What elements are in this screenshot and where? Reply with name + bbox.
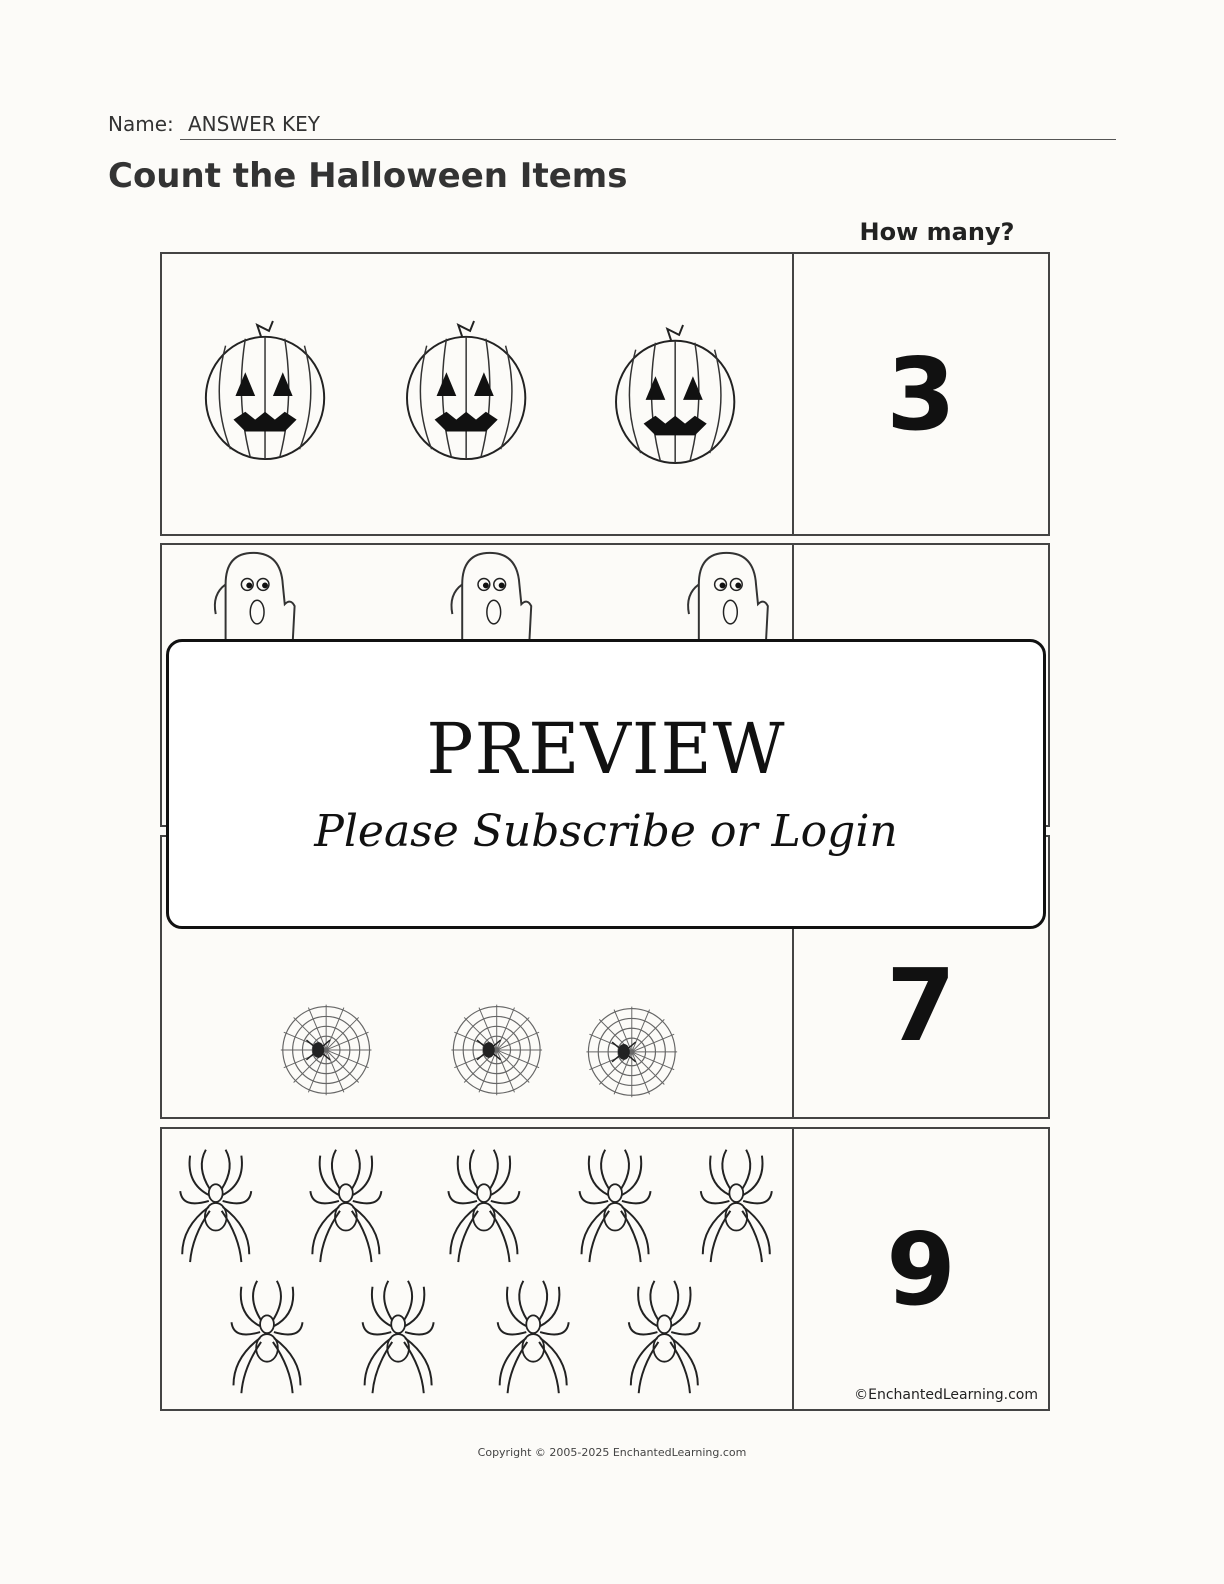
credit-text: ©EnchantedLearning.com [854,1387,1038,1403]
name-field [108,108,1116,140]
pumpkin-icon [616,325,734,463]
count-row-pumpkins [160,252,1050,536]
spider-icon [232,1281,303,1393]
spider-icon [363,1281,434,1393]
spider-icon [580,1150,651,1262]
spiderweb-icon [451,1005,542,1096]
spider-icon [498,1281,569,1393]
pumpkin-icon [206,321,324,459]
answer-value: 3 [886,335,956,453]
picture-cell [162,254,794,534]
spider-icon [180,1150,251,1262]
spiderweb-icon [281,1005,372,1096]
answer-value: 7 [886,946,956,1064]
pumpkin-icon [407,321,525,459]
ghost-icon [451,553,531,644]
name-value: ANSWER KEY [188,112,320,136]
copyright-footer: Copyright © 2005-2025 EnchantedLearning.com [477,1446,747,1459]
subscribe-login-link[interactable]: Please Subscribe or Login [314,806,898,857]
spider-icon [310,1150,381,1262]
how-many-header: How many? [859,218,1015,246]
name-underline [180,139,1116,140]
name-label: Name: [108,112,174,136]
spider-icon [701,1150,772,1262]
ghost-icon [215,553,295,644]
preview-title: PREVIEW [426,708,786,790]
spider-icon [629,1281,700,1393]
answer-cell [794,254,1048,534]
answer-cell [794,1129,1048,1409]
spiderweb-icon [586,1007,677,1098]
picture-cell [162,1129,794,1409]
preview-overlay[interactable] [166,639,1046,929]
answer-value: 9 [886,1210,956,1328]
count-row-spiders [160,1127,1050,1411]
spider-icon [448,1150,519,1262]
worksheet-title: Count the Halloween Items [108,156,628,196]
spider-group [162,1129,792,1409]
ghost-icon [688,553,768,644]
pumpkin-group [162,254,792,534]
